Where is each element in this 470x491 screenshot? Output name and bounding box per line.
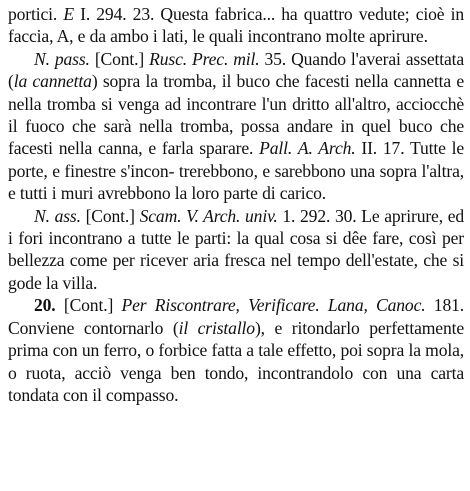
text-line [8, 4, 353, 24]
italic-citation: Canoc. [376, 295, 426, 316]
italic-citation: N. ass. [34, 205, 81, 226]
text-segment: fatta a tale effetto, poi sopra la mola, o ruota, acciò [8, 340, 464, 383]
text-segment: incontrano molte aprirure. [247, 26, 428, 47]
text-segment: la qual cosa si dêe fare, così per bellezza come per [8, 228, 465, 271]
text-segment: II. 17. Tutte le porte, e finestre s'incon- [8, 138, 464, 181]
text-segment: vedute; cioè in faccia, A, e da ambo i lati, le quali [8, 4, 464, 47]
text-segment: ) sopra la tromba, il [91, 71, 232, 92]
text-segment: [Cont.] [55, 295, 122, 316]
text-line [248, 26, 428, 46]
sense-number: 20. [34, 295, 56, 316]
text-segment: 1. 292. [277, 205, 331, 226]
italic-citation: Rusc. Prec. mil. [149, 48, 260, 69]
text-segment: I. 294. 23. Questa fabrica... ha quattro [73, 4, 353, 24]
text-line [34, 206, 330, 226]
text-line [61, 183, 326, 203]
text-line [25, 116, 391, 136]
entry-paragraph [8, 3, 464, 48]
text-line [46, 273, 97, 293]
text-line [34, 49, 346, 69]
text-segment: buco che facesti nella cannetta e nella tromba si [8, 71, 465, 114]
text-segment: [Cont.] [89, 48, 150, 69]
text-segment: ), e [254, 317, 283, 338]
text-segment: [Cont.] [80, 205, 140, 226]
text-segment: ricever aria fresca nel tempo dell'estate, che si gode [8, 250, 465, 293]
italic-citation: il cristallo [178, 317, 255, 338]
text-segment: con il compasso. [63, 384, 179, 405]
text-line [34, 295, 368, 315]
text-segment: 35. Quando [259, 48, 346, 69]
text-segment: venga ad incontrare l'un dritto all'altro, acciocchè il [8, 93, 465, 137]
italic-citation: Pall. [259, 138, 293, 159]
italic-citation: N. pass. [34, 48, 90, 69]
text-segment: l'averai assettata ( [8, 48, 465, 92]
entry-paragraph [8, 48, 464, 205]
text-segment: 181. Conviene contornarlo ( [8, 295, 464, 338]
text-segment: fuoco che sarà nella tromba, possa andare in quel [25, 116, 392, 137]
italic-citation: Per Riscontrare, Verificare. Lana, [121, 295, 368, 316]
entry-paragraph [8, 205, 464, 295]
italic-citation: E [63, 4, 74, 24]
text-segment: 30. Le aprirure, ed i fori incontrano a tutte le parti: [8, 205, 464, 249]
text-segment: buco che facesti nella canna, e farla sparare. [8, 116, 465, 159]
text-segment: portici. [8, 4, 64, 24]
text-segment: muri avrebbono la loro parte di carico. [60, 183, 327, 204]
text-segment: la villa. [45, 272, 98, 293]
italic-citation: la cannetta [13, 71, 92, 92]
text-segment: ritondarlo perfettamente prima con un ferro, o forbice [8, 317, 464, 361]
entry-text-body [8, 3, 464, 406]
entry-paragraph [8, 294, 464, 406]
text-segment: trerebbono, e sarebbono una sopra l'altra, e tutti i [8, 160, 465, 204]
text-line [63, 385, 178, 405]
italic-citation: A. Arch. [297, 138, 356, 159]
text-segment: venga ben tondo, incontrandolo con una carta tondata [8, 362, 465, 405]
italic-citation: Scam. V. Arch. univ. [139, 205, 278, 226]
